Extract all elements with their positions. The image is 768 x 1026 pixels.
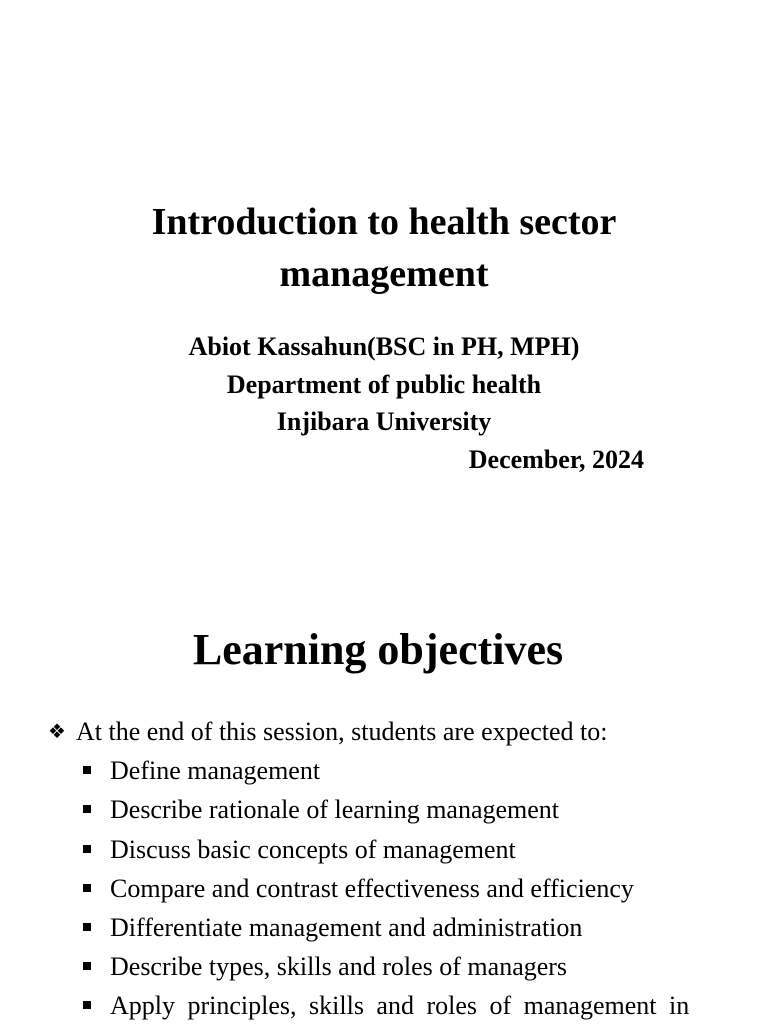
- list-item-text: Discuss basic concepts of management: [110, 834, 516, 864]
- university-name: Injibara University: [276, 407, 492, 436]
- square-bullet-icon: [83, 1001, 91, 1009]
- square-bullet-icon: [83, 805, 91, 813]
- author-name: Abiot Kassahun(BSC in PH, MPH): [188, 332, 580, 361]
- objectives-lead: [0, 712, 768, 751]
- square-bullet-icon: [83, 884, 91, 892]
- list-item-text: Differentiate management and administration: [110, 913, 583, 943]
- list-item: [0, 908, 768, 947]
- presenter-info: [84, 328, 684, 478]
- objectives-title: Learning objectives: [192, 625, 564, 674]
- square-bullet-icon: [83, 845, 91, 853]
- objectives-lead-text: At the end of this session, students are expected to:: [76, 717, 608, 746]
- square-bullet-icon: [83, 962, 91, 970]
- objectives-list: [0, 712, 768, 1026]
- list-item: [0, 986, 768, 1025]
- list-item: [0, 830, 768, 869]
- department-name: Department of public health: [226, 369, 542, 399]
- list-item-text: Define management: [110, 756, 321, 786]
- presentation-date: December, 2024: [468, 444, 644, 474]
- list-item-text: Describe types, skills and roles of managers: [110, 952, 568, 982]
- square-bullet-icon: [83, 923, 91, 931]
- list-item-text: Describe rationale of learning management: [110, 795, 560, 825]
- objectives-slide: [0, 560, 768, 1024]
- square-bullet-icon: [83, 766, 91, 774]
- list-item-text: Compare and contrast effectiveness and efficiency: [110, 873, 634, 903]
- list-item: [0, 947, 768, 986]
- list-item: [0, 869, 768, 908]
- list-item: [0, 751, 768, 790]
- list-item: [0, 790, 768, 829]
- list-item-text: Apply principles, skills and roles of management in: [110, 991, 690, 1021]
- presentation-title: Introduction to health sector management: [151, 201, 617, 295]
- diamond-bullet-icon: ❖: [48, 719, 66, 743]
